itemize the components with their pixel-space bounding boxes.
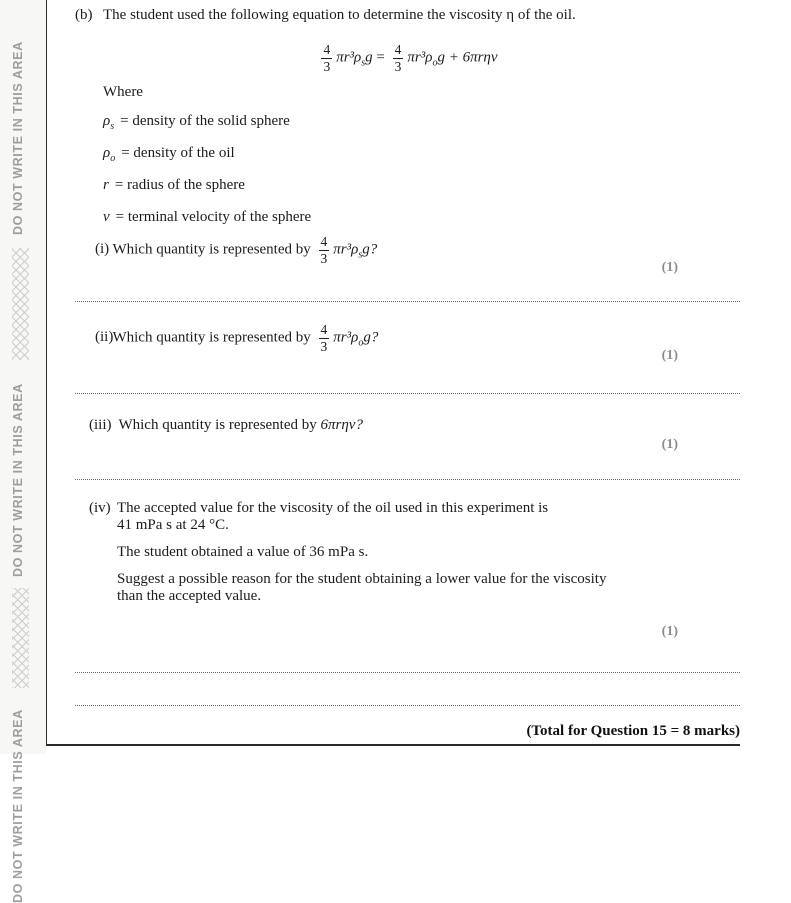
subquestion-iv-label: (iv) xyxy=(89,500,111,516)
suggest-reason-line2: than the accepted value. xyxy=(117,588,262,604)
do-not-write-label-middle: DO NOT WRITE IN THIS AREA xyxy=(11,383,25,577)
lhs-expression: πr³ρ xyxy=(336,49,362,66)
subquestion-i-label: (i) xyxy=(95,241,110,258)
margin-rule-vertical xyxy=(46,0,47,746)
part-b-intro-text: The student used the following equation to determine the viscosity η of the oil. xyxy=(103,7,576,23)
accepted-value-line1: The accepted value for the viscosity of the oil used in this experiment is xyxy=(117,500,549,516)
subquestion-iii-prompt: Which quantity is represented by xyxy=(118,417,317,433)
definition-row-rho-o xyxy=(75,145,740,162)
part-b-intro xyxy=(75,7,740,24)
marks-badge: (1) xyxy=(661,624,678,639)
rhs-expression: πr³ρ xyxy=(407,49,433,66)
do-not-write-label-bottom: DO NOT WRITE IN THIS AREA xyxy=(11,709,25,903)
question-total-marks: (Total for Question 15 = 8 marks) xyxy=(526,723,740,739)
obtained-value-text: The student obtained a value of 36 mPa s. xyxy=(117,544,369,560)
expression-tail: g? xyxy=(363,329,379,346)
expression-tail: g? xyxy=(362,241,378,258)
definition-text: = terminal velocity of the sphere xyxy=(115,209,312,225)
equals-sign: = xyxy=(376,49,385,66)
symbol-rho-o: ρ xyxy=(103,145,111,161)
fraction: $\frac{4}{3}$ xyxy=(320,234,328,266)
symbol-r: r xyxy=(103,177,109,193)
subquestion-i-prompt: Which quantity is represented by xyxy=(112,241,311,258)
answer-line xyxy=(75,301,740,302)
expression: 6πrηv? xyxy=(320,417,363,433)
symbol-v: v xyxy=(103,209,110,225)
main-equation xyxy=(75,42,740,74)
question-body xyxy=(75,0,740,754)
subquestion-ii xyxy=(75,322,740,363)
rhs-subscript: o xyxy=(432,57,438,69)
lhs-subscript: s xyxy=(361,57,366,69)
subquestion-iv-body xyxy=(117,500,707,605)
answer-line xyxy=(75,479,740,480)
subquestion-ii-label: (ii) xyxy=(95,329,114,346)
subquestion-ii-prompt: Which quantity is represented by xyxy=(112,329,311,346)
expression: πr³ρ xyxy=(333,241,359,258)
definition-row-rho-s xyxy=(75,113,740,130)
where-label: Where xyxy=(103,84,143,100)
subquestion-iii-label: (iii) xyxy=(89,417,112,433)
hatch-pattern-bottom xyxy=(12,588,29,688)
do-not-write-label-top: DO NOT WRITE IN THIS AREA xyxy=(11,41,25,235)
fraction-lhs: $\frac{4}{3}$ xyxy=(323,42,331,74)
part-b-label: (b) xyxy=(75,7,93,23)
definition-text: = density of the solid sphere xyxy=(120,113,290,129)
subquestion-iv xyxy=(75,500,740,639)
fraction-rhs: $\frac{4}{3}$ xyxy=(394,42,402,74)
symbol-rho-o-sub: o xyxy=(110,153,116,164)
expression: πr³ρ xyxy=(333,329,359,346)
marks-badge: (1) xyxy=(661,348,678,363)
answer-line xyxy=(75,705,740,706)
left-margin-strip xyxy=(0,0,46,903)
marks-badge: (1) xyxy=(661,260,678,275)
lhs-g: g xyxy=(365,49,373,66)
symbol-rho-s: ρ xyxy=(103,113,111,129)
accepted-value-line2: 41 mPa s at 24 °C. xyxy=(117,517,229,533)
definition-row-r xyxy=(75,177,740,194)
answer-line xyxy=(75,393,740,394)
definition-text: = density of the oil xyxy=(121,145,235,161)
subquestion-i xyxy=(75,234,740,275)
definition-row-v xyxy=(75,209,740,226)
marks-badge: (1) xyxy=(661,437,678,452)
subquestion-iii xyxy=(75,417,740,452)
suggest-reason-line1: Suggest a possible reason for the student obtaining a lower value for the viscosity xyxy=(117,571,607,587)
expression-sub: o xyxy=(358,337,364,349)
symbol-rho-s-sub: s xyxy=(110,121,115,132)
fraction: $\frac{4}{3}$ xyxy=(320,322,328,354)
expression-sub: s xyxy=(358,249,363,261)
answer-line xyxy=(75,672,740,673)
rhs-g: g xyxy=(437,49,445,66)
rhs-tail: + 6πrηv xyxy=(448,49,498,66)
hatch-pattern-top xyxy=(12,248,29,360)
definition-text: = radius of the sphere xyxy=(114,177,245,193)
